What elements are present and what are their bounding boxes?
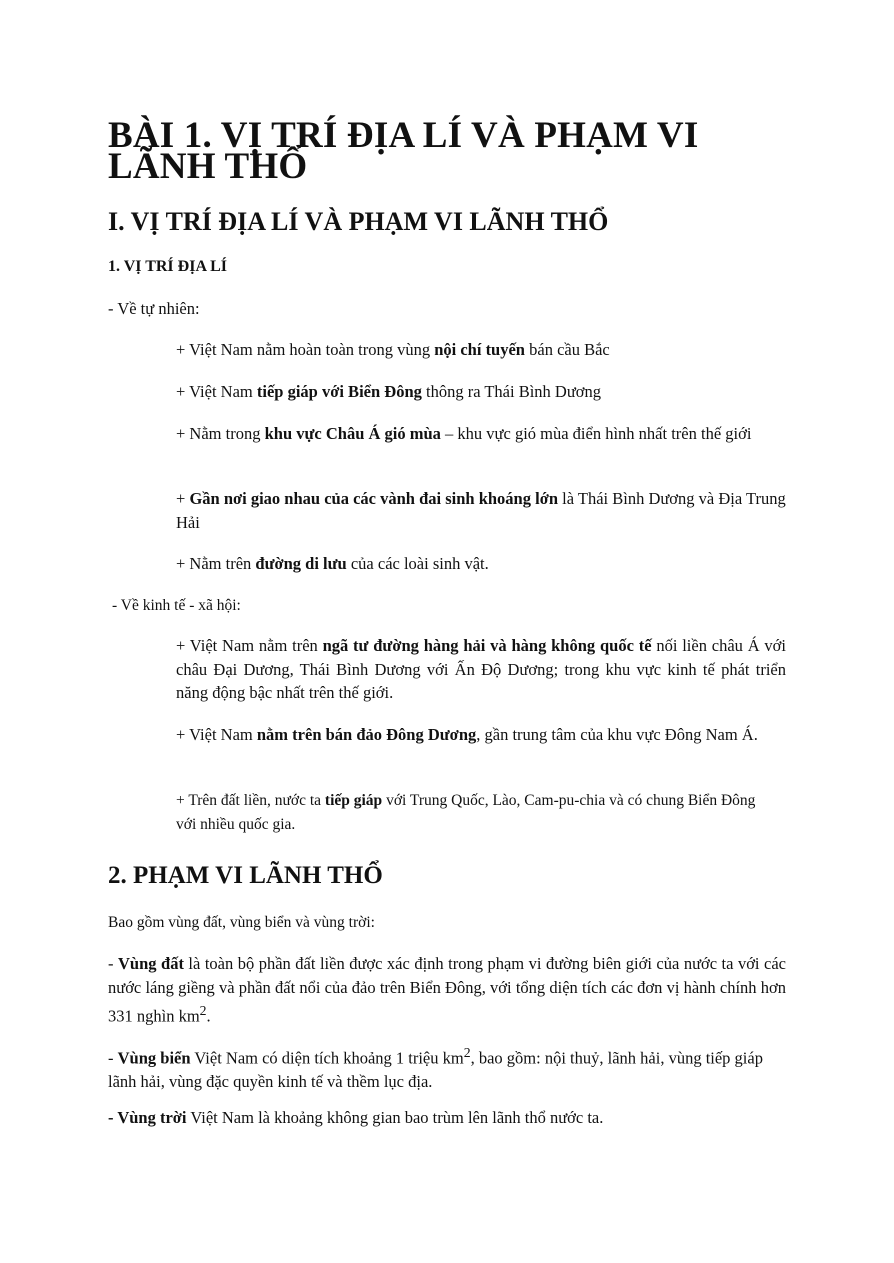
natural-label: - Về tự nhiên: (108, 299, 200, 318)
section-heading: I. VỊ TRÍ ĐỊA LÍ VÀ PHẠM VI LÃNH THỔ (108, 207, 609, 236)
socio-item: + Việt Nam nằm trên bán đảo Đông Dương, gần trung tâm của khu vực Đông Nam Á. (176, 725, 758, 744)
territory-land: - Vùng đất là toàn bộ phần đất liền được xác định trong phạm vi đường biên giới của nước ta với các nước láng giềng và phần đất nổi của đảo trên Biển Đông, với tổng diện tích các đơn vị hành chính hơn 331 nghìn $km^2$. (108, 954, 786, 1026)
natural-item: + Gần nơi giao nhau của các vành đai sinh khoáng lớn là Thái Bình Dương và Địa Trung Hải (176, 489, 786, 532)
lesson-title: BÀI 1. VỊ TRÍ ĐỊA LÍ VÀ PHẠM VI LÃNH THỔ (108, 115, 699, 187)
natural-item: + Nằm trong khu vực Châu Á gió mùa – khu vực gió mùa điển hình nhất trên thế giới (176, 424, 752, 443)
natural-item: + Việt Nam nằm hoàn toàn trong vùng nội chí tuyến bán cầu Bắc (176, 340, 610, 359)
socio-label: - Về kinh tế - xã hội: (112, 597, 241, 614)
subsection-heading-territory: 2. PHẠM VI LÃNH THỔ (108, 862, 383, 889)
socio-item: + Việt Nam nằm trên ngã tư đường hàng hải và hàng không quốc tế nối liền châu Á với châu Đại Dương, Thái Bình Dương với Ấn Độ Dương; trong khu vực kinh tế phát triển năng động bậc nhất trên thế giới. (176, 636, 786, 702)
subsection-heading-location: 1. VỊ TRÍ ĐỊA LÍ (108, 258, 228, 275)
natural-item: + Việt Nam tiếp giáp với Biển Đông thông ra Thái Bình Dương (176, 382, 602, 401)
territory-sky: - Vùng trời Việt Nam là khoảng không gian bao trùm lên lãnh thổ nước ta. (108, 1108, 604, 1127)
socio-item: + Trên đất liền, nước ta tiếp giáp với Trung Quốc, Lào, Cam-pu-chia và có chung Biển Đông với nhiều quốc gia. (176, 792, 756, 833)
territory-sea: - Vùng biển Việt Nam có diện tích khoảng 1 triệu $km^2$, bao gồm: nội thuỷ, lãnh hải, vùng tiếp giáp lãnh hải, vùng đặc quyền kinh tế và thềm lục địa. (108, 1045, 763, 1091)
territory-intro: Bao gồm vùng đất, vùng biển và vùng trời: (108, 914, 375, 931)
natural-item: + Nằm trên đường di lưu của các loài sinh vật. (176, 554, 489, 573)
